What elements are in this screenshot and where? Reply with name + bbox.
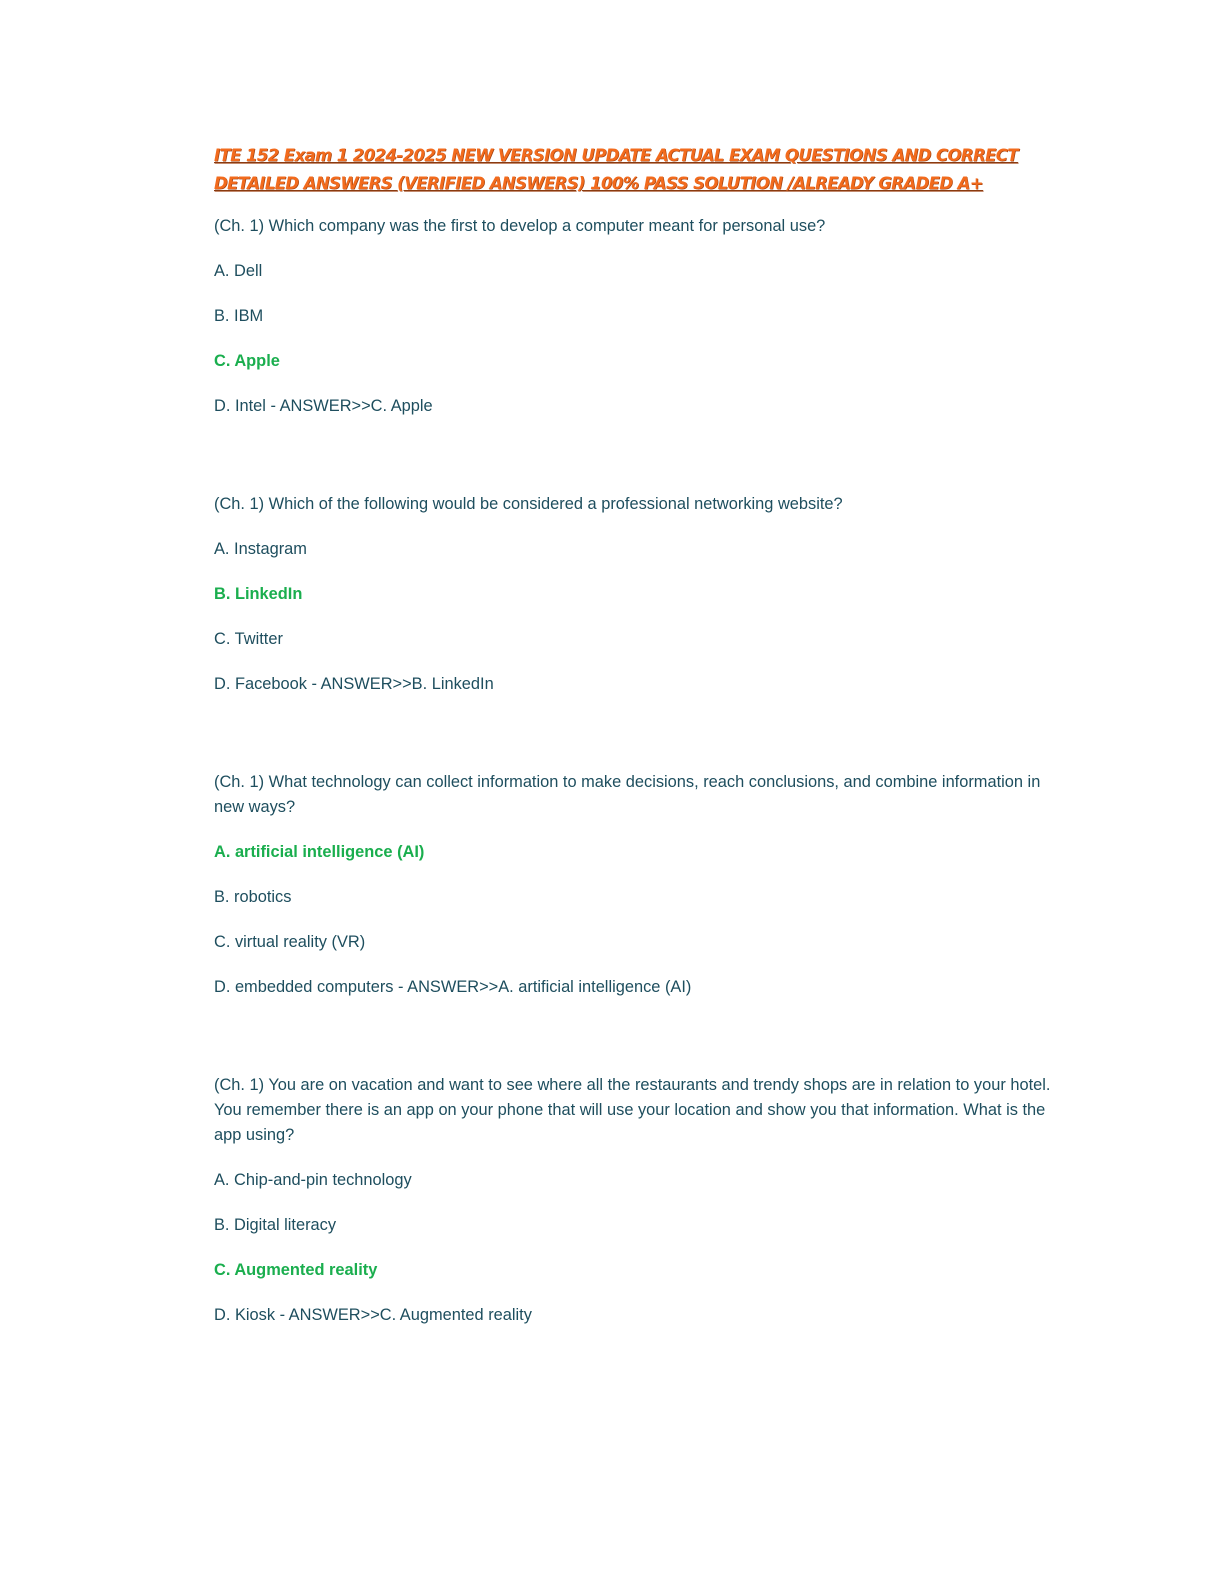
- question-text: (Ch. 1) What technology can collect information to make decisions, reach conclusions, and combine information in new ways?: [214, 773, 1041, 816]
- correct-answer-option: C. Apple: [214, 352, 280, 370]
- answer-option-d: D. Intel - ANSWER>>C. Apple: [214, 397, 433, 415]
- question-block-4: [214, 1073, 1064, 1328]
- answer-option-d: D. embedded computers - ANSWER>>A. artificial intelligence (AI): [214, 978, 692, 996]
- question-block-1: [214, 214, 1064, 419]
- answer-option-d: D. Kiosk - ANSWER>>C. Augmented reality: [214, 1306, 532, 1324]
- answer-option-a: A. Dell: [214, 262, 263, 280]
- question-text: (Ch. 1) Which of the following would be considered a professional networking website?: [214, 495, 843, 513]
- correct-answer-option: A. artificial intelligence (AI): [214, 843, 425, 861]
- answer-option-a: A. Instagram: [214, 540, 307, 558]
- answer-option-d: D. Facebook - ANSWER>>B. LinkedIn: [214, 675, 494, 693]
- answer-option-b: B. IBM: [214, 307, 264, 325]
- document-page: [214, 142, 1064, 1328]
- question-block-3: [214, 770, 1064, 1000]
- answer-option-b: B. Digital literacy: [214, 1216, 337, 1234]
- correct-answer-option: C. Augmented reality: [214, 1261, 378, 1279]
- question-block-2: [214, 492, 1064, 697]
- question-text: (Ch. 1) Which company was the first to develop a computer meant for personal use?: [214, 217, 826, 235]
- answer-option-a: A. Chip-and-pin technology: [214, 1171, 412, 1189]
- question-text: (Ch. 1) You are on vacation and want to see where all the restaurants and trendy shops are in relation to your hotel. You remember there is an app on your phone that will use your location and show you that information. What is the app using?: [214, 1076, 1051, 1144]
- correct-answer-option: B. LinkedIn: [214, 585, 303, 603]
- answer-option-c: C. Twitter: [214, 630, 283, 648]
- answer-option-c: C. virtual reality (VR): [214, 933, 366, 951]
- answer-option-b: B. robotics: [214, 888, 292, 906]
- document-title: ITE 152 Exam 1 2024-2025 NEW VERSION UPDATE ACTUAL EXAM QUESTIONS AND CORRECT DETAILED ANSWERS (VERIFIED ANSWERS) 100% PASS SOLUTION /ALREADY GRADED A+: [214, 146, 1018, 193]
